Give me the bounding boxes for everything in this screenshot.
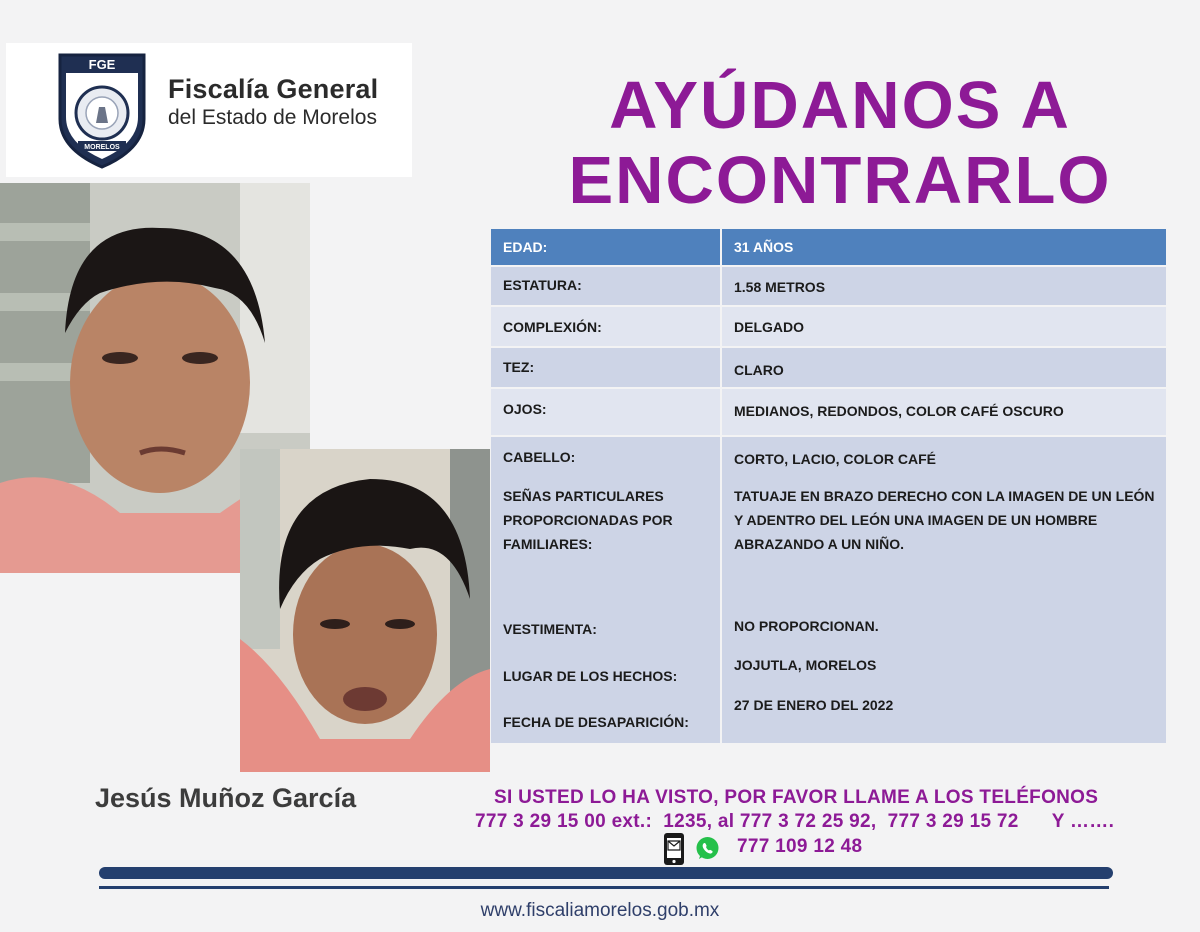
senas-value-3: ABRAZANDO A UN NIÑO.: [734, 536, 905, 552]
whatsapp-number: 777 109 12 48: [737, 836, 863, 857]
row-values: [722, 437, 1166, 743]
phone-numbers: 777 3 29 15 00 ext.: 1235, al 777 3 72 25 92, 777 3 29 15 72 Y …….: [475, 811, 1115, 832]
website-url: www.fiscaliamorelos.gob.mx: [480, 900, 720, 921]
cabello-label: CABELLO:: [503, 449, 576, 465]
senas-label-1: SEÑAS PARTICULARES: [503, 488, 664, 504]
agency-title: Fiscalía General: [168, 74, 379, 104]
label-text: COMPLEXIÓN:: [503, 319, 602, 335]
row-label: [491, 348, 720, 387]
fecha-value: 27 DE ENERO DEL 2022: [734, 697, 894, 713]
agency-logo: [6, 43, 412, 177]
fge-badge-icon: [52, 49, 152, 171]
row-value: [722, 348, 1166, 387]
table-row-edad: [491, 229, 1166, 265]
table-row-extended-details: [491, 437, 1166, 743]
table-row-ojos: [491, 389, 1166, 435]
value-text: 1.58 METROS: [734, 279, 826, 295]
mobile-phone-icon: [661, 832, 687, 866]
headline-line-1: AYÚDANOS A: [609, 68, 1071, 143]
label-text: ESTATURA:: [503, 277, 582, 293]
senas-value-2: Y ADENTRO DEL LEÓN UNA IMAGEN DE UN HOMBRE: [734, 512, 1098, 528]
missing-person-photo-2: [240, 449, 490, 772]
headline-line-2: ENCONTRARLO: [568, 143, 1112, 218]
svg-text:FGE: FGE: [88, 57, 116, 72]
details-table: [491, 229, 1166, 743]
table-row-complexion: [491, 307, 1166, 346]
row-label: [491, 307, 720, 346]
value-text: 31 AÑOS: [734, 239, 794, 255]
lugar-label: LUGAR DE LOS HECHOS:: [503, 668, 678, 684]
vestimenta-label: VESTIMENTA:: [503, 621, 597, 637]
footer-divider-thin: [99, 886, 1109, 889]
senas-value-1: TATUAJE EN BRAZO DERECHO CON LA IMAGEN DE UN LEÓN: [734, 488, 1155, 504]
row-value: [722, 229, 1166, 265]
row-value: [722, 267, 1166, 305]
fecha-label: FECHA DE DESAPARICIÓN:: [503, 714, 689, 730]
vestimenta-value: NO PROPORCIONAN.: [734, 618, 879, 634]
value-text: DELGADO: [734, 319, 804, 335]
value-text: CLARO: [734, 362, 784, 378]
row-labels: [491, 437, 720, 743]
row-value: [722, 307, 1166, 346]
svg-text:MORELOS: MORELOS: [84, 144, 120, 151]
call-to-action: SI USTED LO HA VISTO, POR FAVOR LLAME A LOS TELÉFONOS: [494, 787, 1099, 808]
row-label: [491, 389, 720, 435]
whatsapp-icon: [695, 836, 720, 861]
row-label: [491, 229, 720, 265]
label-text: TEZ:: [503, 359, 535, 375]
senas-label-3: FAMILIARES:: [503, 536, 593, 552]
lugar-value: JOJUTLA, MORELOS: [734, 657, 877, 673]
cabello-value: CORTO, LACIO, COLOR CAFÉ: [734, 451, 936, 467]
agency-subtitle: del Estado de Morelos: [168, 106, 377, 129]
headline: [480, 68, 1200, 218]
row-label: [491, 267, 720, 305]
footer-divider-thick: [99, 867, 1113, 879]
label-text: OJOS:: [503, 401, 547, 417]
table-row-estatura: [491, 267, 1166, 305]
row-value: [722, 389, 1166, 435]
label-text: EDAD:: [503, 239, 548, 255]
table-row-tez: [491, 348, 1166, 387]
senas-label-2: PROPORCIONADAS POR: [503, 512, 673, 528]
person-name: Jesús Muñoz García: [95, 783, 357, 813]
value-text: MEDIANOS, REDONDOS, COLOR CAFÉ OSCURO: [734, 403, 1064, 419]
